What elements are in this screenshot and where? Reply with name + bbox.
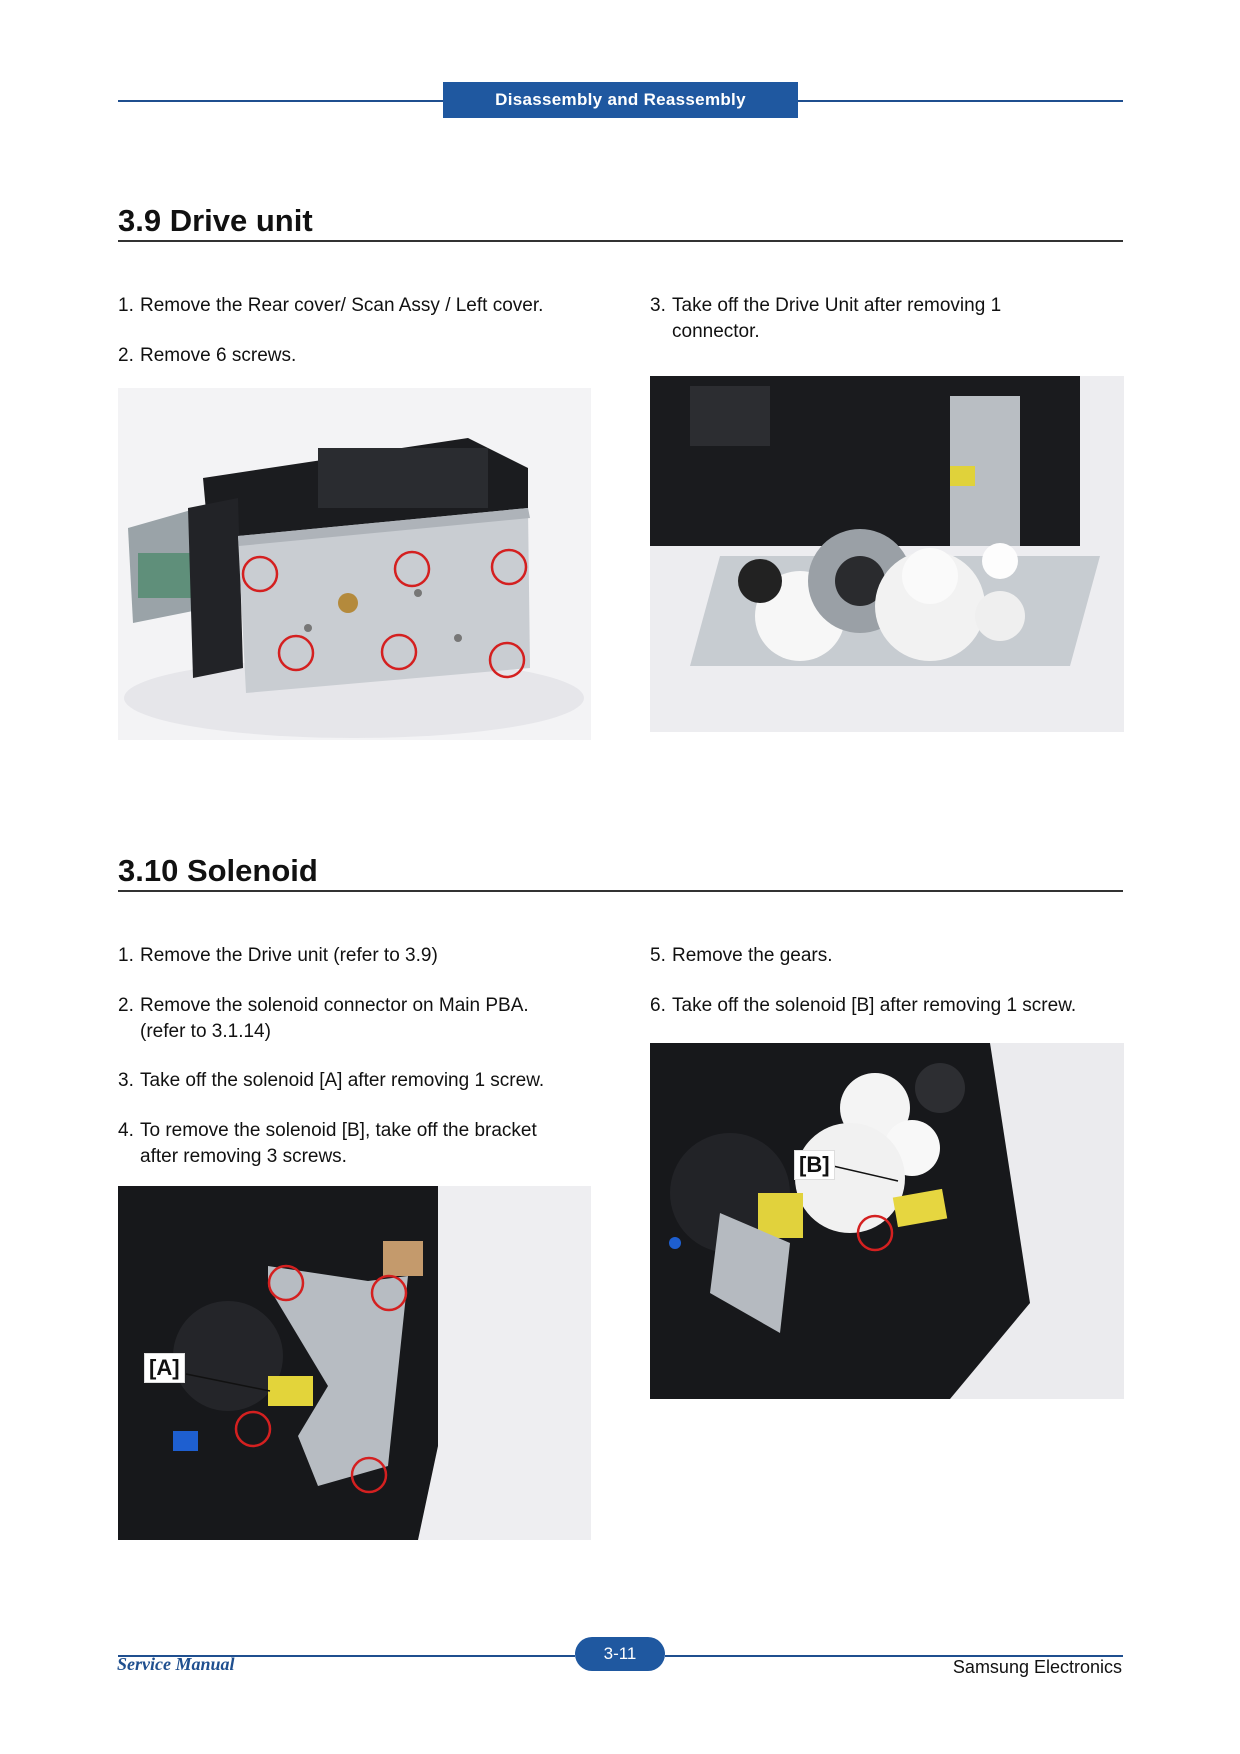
page-number: 3-11 bbox=[575, 1637, 665, 1671]
header-section-label: Disassembly and Reassembly bbox=[443, 82, 798, 118]
section-rule bbox=[118, 890, 1123, 892]
callout-solenoid-a: [A] bbox=[144, 1353, 185, 1383]
section-title-solenoid: 3.10 Solenoid bbox=[118, 853, 318, 888]
section-rule bbox=[118, 240, 1123, 242]
section-title-drive-unit: 3.9 Drive unit bbox=[118, 203, 313, 238]
photo-drive-unit-screws bbox=[118, 388, 591, 740]
step-4: 4. To remove the solenoid [B], take off the bracket after removing 3 screws. bbox=[118, 1120, 537, 1167]
step-2: 2. Remove 6 screws. bbox=[118, 345, 297, 366]
callout-solenoid-b: [B] bbox=[794, 1150, 835, 1180]
footer-company: Samsung Electronics bbox=[952, 1657, 1122, 1677]
step-1: 1. Remove the Drive unit (refer to 3.9) bbox=[118, 945, 438, 966]
photo-solenoid-a bbox=[118, 1186, 591, 1540]
step-3: 3. Take off the solenoid [A] after removing 1 screw. bbox=[118, 1070, 545, 1091]
step-3: 3. Take off the Drive Unit after removing 1 connector. bbox=[650, 295, 1002, 342]
photo-drive-unit-gears bbox=[650, 376, 1124, 732]
header-rule-right bbox=[798, 100, 1123, 102]
step-5: 5. Remove the gears. bbox=[650, 945, 833, 966]
step-1: 1. Remove the Rear cover/ Scan Assy / Left cover. bbox=[118, 295, 544, 316]
step-6: 6. Take off the solenoid [B] after removing 1 screw. bbox=[650, 995, 1077, 1016]
photo-solenoid-b bbox=[650, 1043, 1124, 1399]
step-2: 2. Remove the solenoid connector on Main PBA. (refer to 3.1.14) bbox=[118, 995, 529, 1042]
footer-manual-title: Service Manual bbox=[117, 1654, 235, 1674]
header-rule-left bbox=[118, 100, 443, 102]
